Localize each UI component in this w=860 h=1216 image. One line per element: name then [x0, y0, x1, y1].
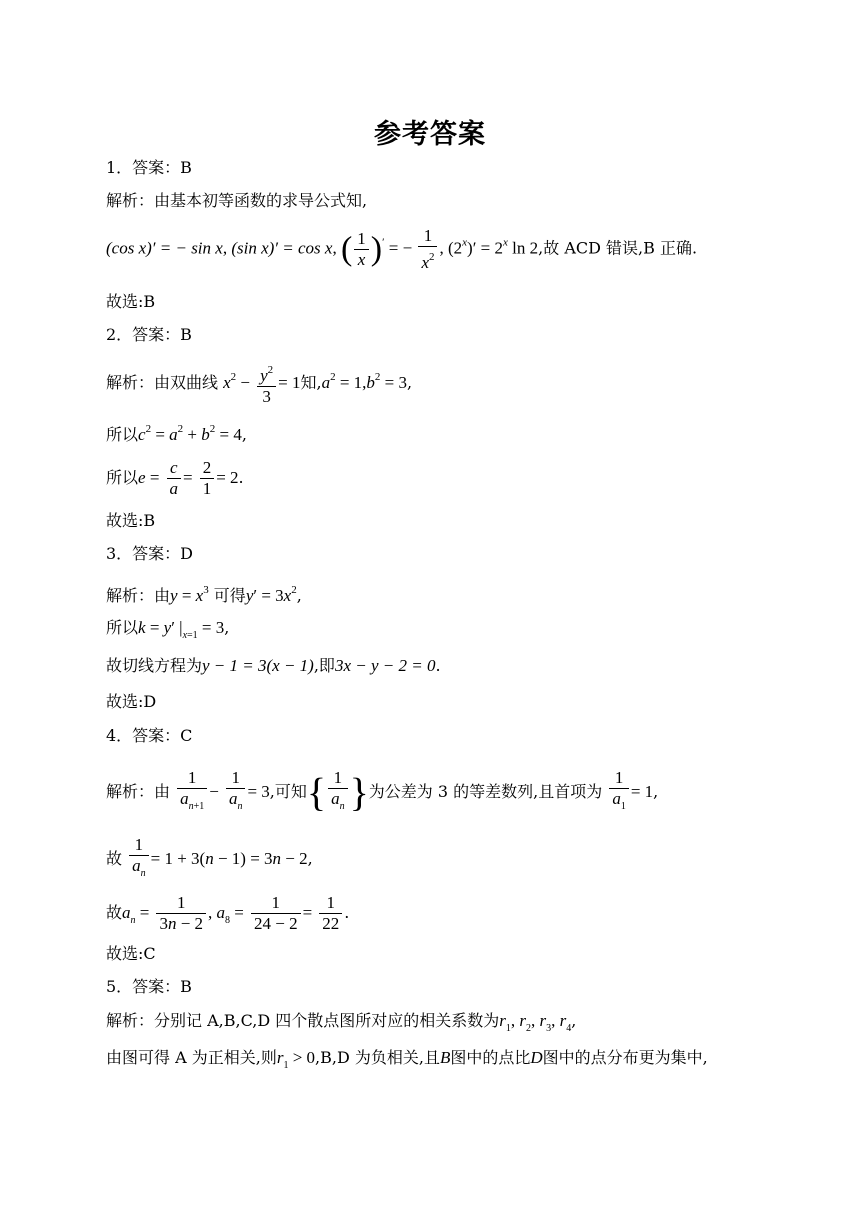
left-brace: { [306, 769, 327, 815]
q1-conclusion: ,故 ACD 错误,B 正确. [538, 238, 698, 258]
q4-choice: 故选:C [106, 944, 156, 963]
q1-answer: 1．答案：B [106, 158, 192, 177]
q5-line-2: 由图可得 A 为正相关,则$r_1 > 0,B,D$ 为负相关,且B图中的点比D图中的点分布更为集中, [106, 1048, 708, 1071]
q3-so-line: 所以k = y′ $|_{x=1} = 3$, [106, 618, 230, 641]
q3-analysis-line: 解析：由$y = x^3$ 可得$y' = 3x^2$, [106, 584, 302, 605]
frac-1-over-x: $\frac{1}{x}$ [354, 229, 369, 270]
q2-so-line-1: 所以$c^2 = a^2 + b^2 = 4$, [106, 423, 247, 444]
q3-choice: 故选:D [106, 692, 157, 711]
q1-analysis-intro: 解析：由基本初等函数的求导公式知, [106, 191, 368, 210]
q1-formula-line: (cos x)′ = − sin x, (sin x)′ = cos x, ( $\frac{1}{x}$ )′ = − $\frac{1}{x^2}$ , $(2^x)' = 2^x$ ln 2,故 ACD 错误,B 正确. [106, 226, 698, 272]
left-paren: ( [340, 230, 353, 268]
q2-analysis-line: 解析：由双曲线 $x^2$ − $\frac{y^2}{3}$ = 1知$,a^2 = 1,b^2 = 3$, [106, 360, 412, 407]
frac-y2-over-3: $\frac{y^2}{3}$ [257, 360, 276, 407]
q5-answer: 5．答案：B [106, 977, 192, 996]
q1-choice: 故选:B [106, 292, 156, 311]
q2-so-line-2: 所以e = $\frac{c}{a}$ = $\frac{2}{1}$ = 2. [106, 458, 244, 498]
q1-formula-1: (cos x)′ = − sin x [106, 238, 223, 258]
q4-analysis-line: 解析：由 $\frac{1}{a_{n+1}}$ − $\frac{1}{a_n}$ = 3,可知{ $\frac{1}{a_n}$ }为公差为 3 的等差数列,且首项为 $\frac{1}{a_1}$ = 1, [106, 768, 659, 815]
frac-1-over-x2: $\frac{1}{x^2}$ [418, 226, 437, 273]
q3-answer: 3．答案：D [106, 544, 194, 563]
q4-gu-line-2: 故$a_n$ = $\frac{1}{3n - 2}$ , $a_8$ = $\frac{1}{24 - 2}$ = $\frac{1}{22}$ . [106, 893, 350, 933]
q2-choice: 故选:B [106, 511, 156, 530]
q5-analysis-line: 解析：分别记 A,B,C,D 四个散点图所对应的相关系数为$r_1$, $r_2$, $r_3$, $r_4$, [106, 1011, 577, 1034]
right-brace: } [349, 769, 369, 815]
page-title: 参考答案 [374, 119, 486, 150]
q3-tangent-line: 故切线方程为y − 1 = 3(x − 1),即3x − y − 2 = 0. [106, 656, 441, 675]
q4-answer: 4．答案：C [106, 726, 193, 745]
q1-formula-2: (sin x)′ = cos x [231, 238, 333, 258]
right-paren: ) [370, 230, 383, 268]
q4-gu-line-1: 故 $\frac{1}{a_n}$ = 1 + 3(n − 1) = 3n − 2, [106, 835, 313, 879]
q2-answer: 2．答案：B [106, 325, 192, 344]
